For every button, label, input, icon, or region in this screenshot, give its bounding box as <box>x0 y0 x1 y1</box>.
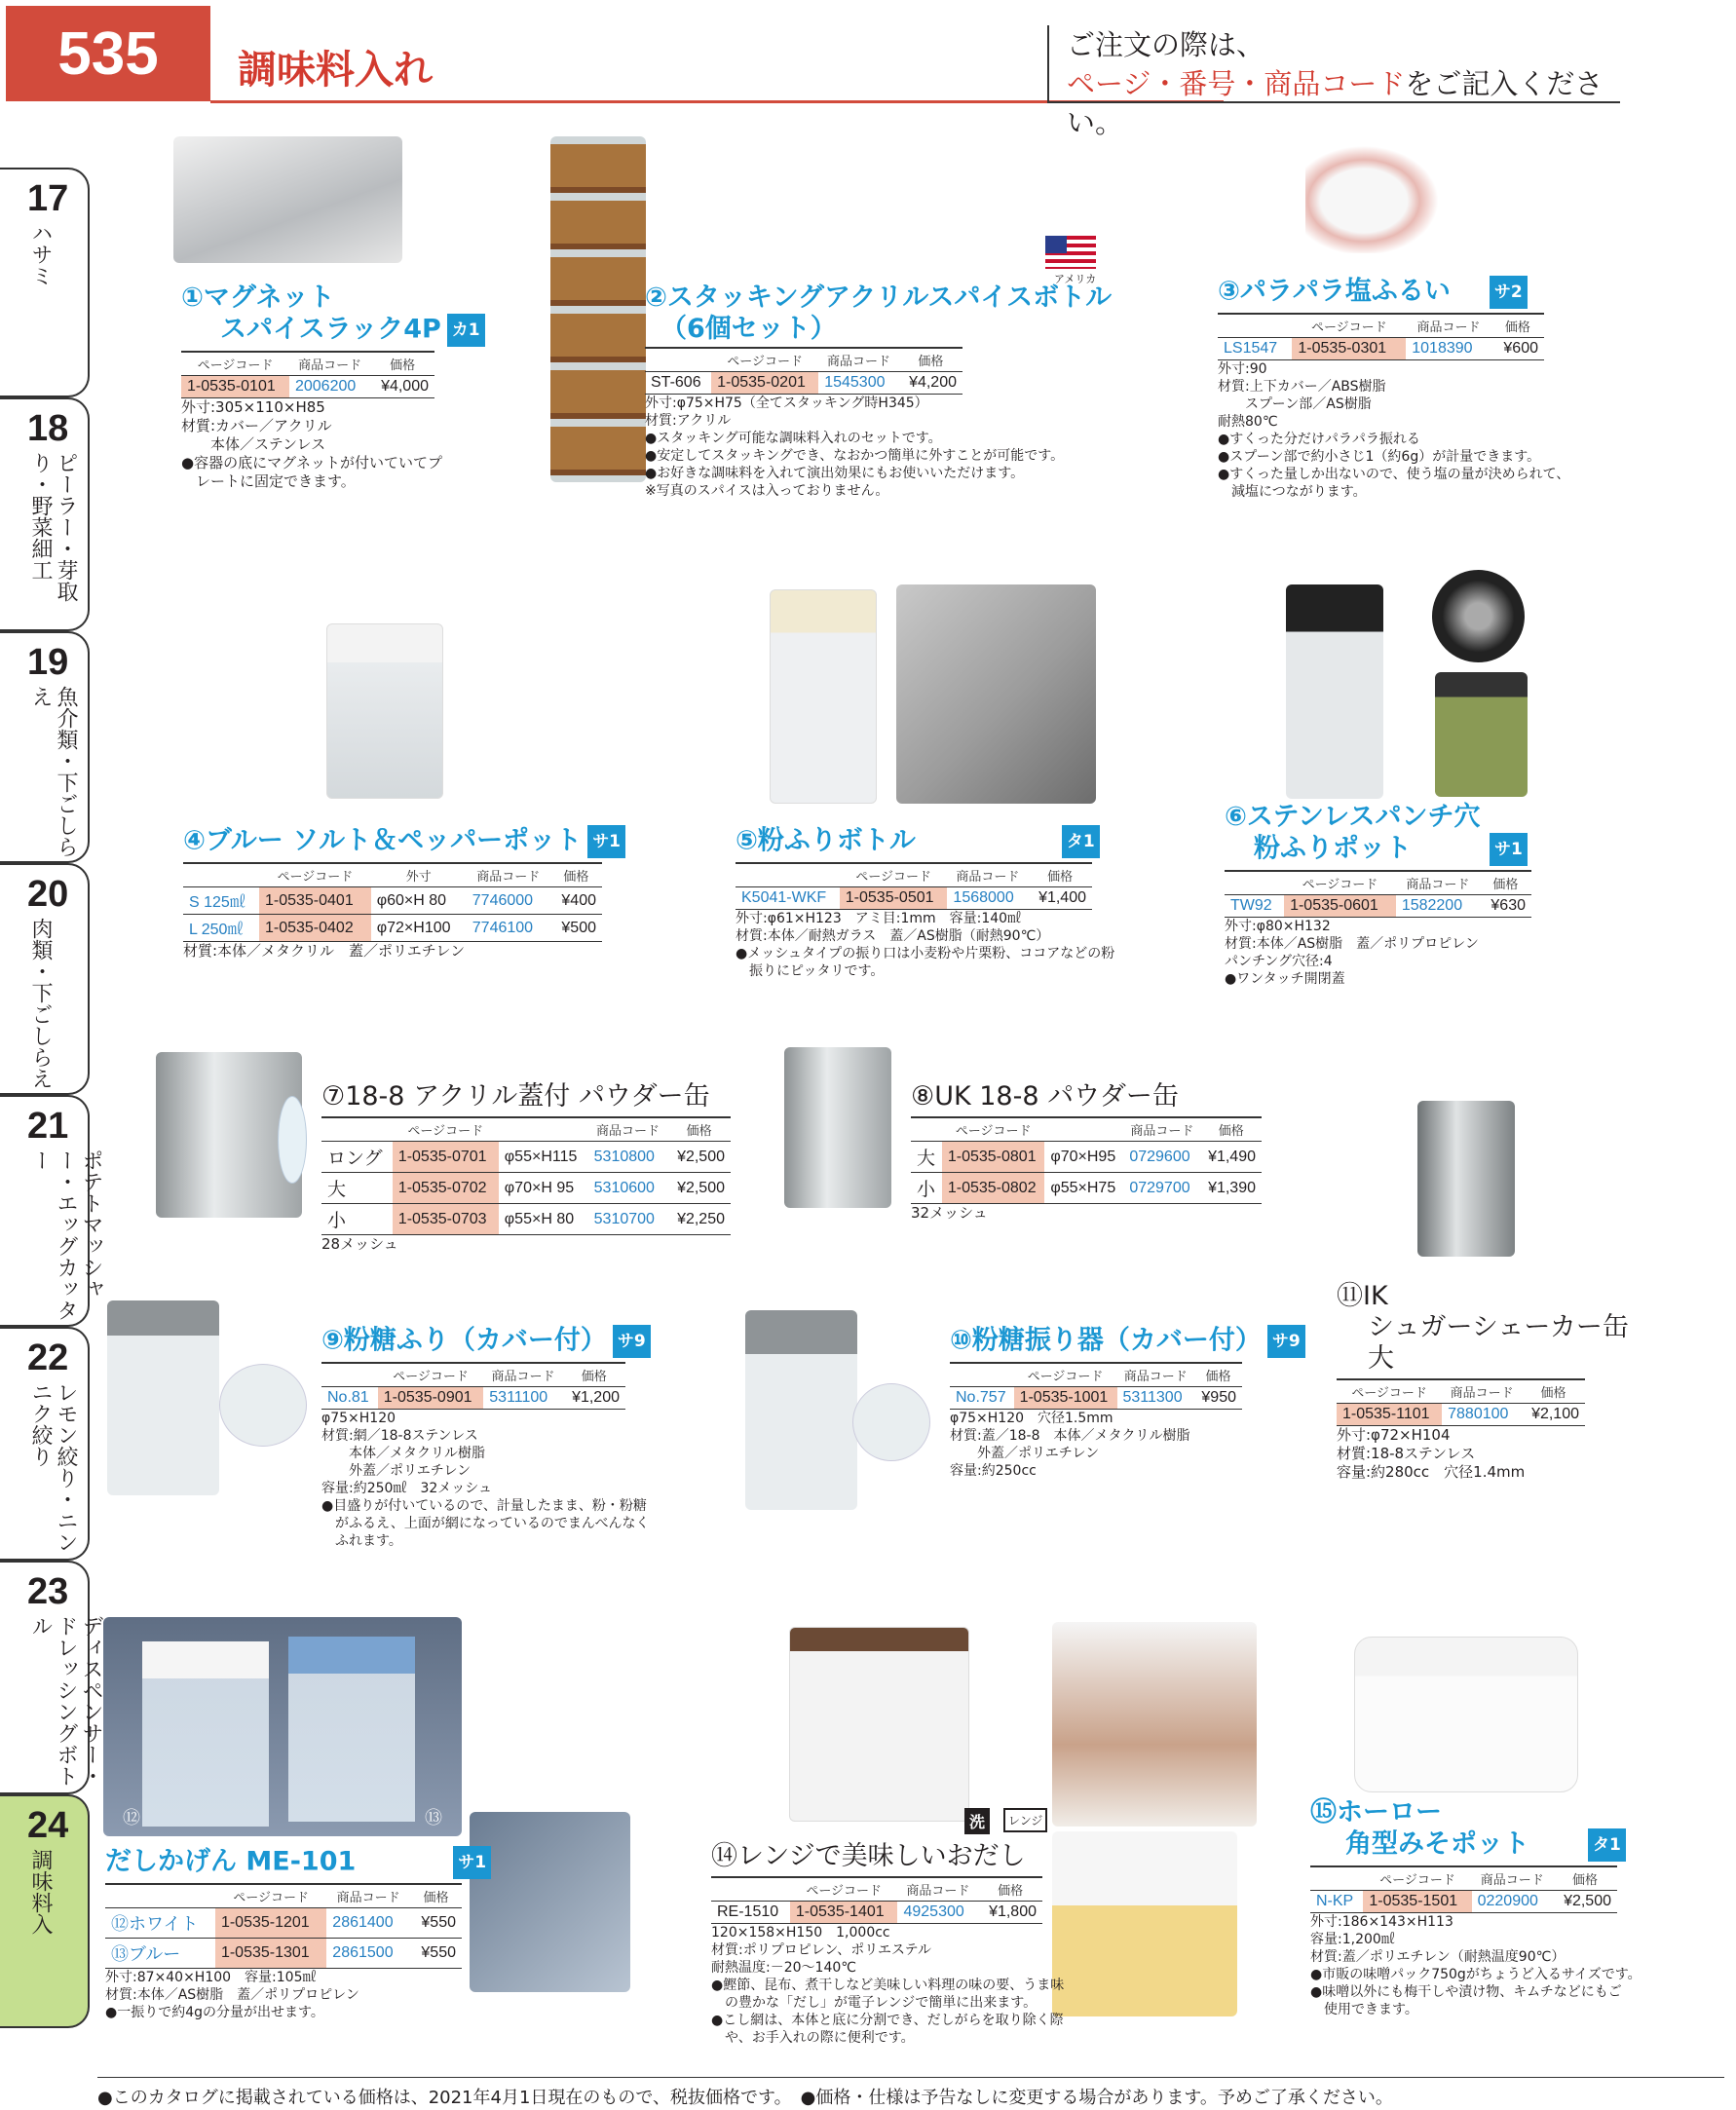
title-line3: 大 <box>1368 1343 1394 1374</box>
product-code: 7746000 <box>467 887 550 915</box>
product-title: ①マグネット <box>181 283 335 313</box>
page-code: 1-0535-1101 <box>1337 1404 1442 1426</box>
shaker-cover-photo <box>852 1383 930 1461</box>
product-title <box>183 825 625 858</box>
product-title <box>1218 276 1569 309</box>
product-code: 0220900 <box>1472 1891 1553 1913</box>
product-code: 1582200 <box>1396 895 1480 918</box>
dimension: φ55×H115 <box>499 1142 588 1173</box>
product-desc: 外寸:305×110×H85 材質:カバー／アクリル 本体／ステンレス ●容器の底にマグネットが付いていてプ レートに固定できます。 <box>181 398 442 490</box>
tab-22[interactable] <box>0 1327 90 1561</box>
product-10 <box>950 1325 1305 1480</box>
supplier-badge: カ1 <box>447 314 485 347</box>
product-title: ⑭レンジで美味しいおだし <box>711 1841 1026 1871</box>
col-code: 商品コード <box>1117 1363 1194 1387</box>
sugar-sifter-photo <box>107 1300 219 1495</box>
col-page: ページコード <box>215 1884 326 1908</box>
supplier-badge: サ1 <box>587 825 625 858</box>
supplier-badge: タ1 <box>1588 1828 1626 1862</box>
magnet-rack-photo <box>173 136 402 263</box>
title-line2: シュガーシェーカー缶 <box>1368 1312 1629 1342</box>
tab-num: 17 <box>27 178 69 219</box>
product-12 <box>105 1846 491 2021</box>
model: N-KP <box>1310 1891 1363 1913</box>
microwave-icon: レンジ <box>1003 1808 1047 1832</box>
table-row <box>1337 1404 1585 1426</box>
product-desc: 120×158×H150 1,000cc 材質:ポリプロピレン、ポリエステル 耐熱温度:－20～140℃ ●鰹節、昆布、煮干しなど美味しい料理の味の要、うま味 の豊かな「だし」が電子レンジで簡単に出来ます。 ●こし網は、本体と底に分割でき、だしがらを取り除く際 や、お手入れの際に便利です。 <box>711 1925 1065 2046</box>
tab-label: ディスペンサー・ドレッシングボトル <box>28 1615 103 1787</box>
price: ¥2,500 <box>667 1142 731 1173</box>
punch-open-photo <box>1435 672 1528 797</box>
supplier-badge: サ9 <box>1267 1325 1305 1358</box>
product-5 <box>736 825 1114 980</box>
flour-bottle-photo <box>770 589 877 804</box>
acrylic-lid-photo <box>278 1096 307 1184</box>
table-row <box>1310 1891 1617 1913</box>
punch-pot-photo <box>1286 584 1383 799</box>
size: S 125㎖ <box>183 887 259 915</box>
col-price: 価格 <box>550 863 602 887</box>
col-code: 商品コード <box>1396 871 1480 895</box>
page-code: 1-0535-0402 <box>259 915 371 942</box>
supplier-badge: サ1 <box>453 1846 491 1879</box>
price: ¥1,390 <box>1200 1173 1262 1204</box>
product-code: 2861500 <box>326 1939 410 1969</box>
price: ¥2,500 <box>1553 1891 1617 1913</box>
price-table <box>183 862 602 942</box>
page-number: 535 <box>6 6 210 101</box>
model: No.757 <box>950 1387 1014 1410</box>
page-code: 1-0535-0703 <box>393 1204 499 1235</box>
col-page: ページコード <box>378 1363 484 1387</box>
price: ¥400 <box>550 887 602 915</box>
price-table <box>1218 313 1544 360</box>
product-code: 1568000 <box>947 887 1028 910</box>
product-2 <box>645 283 1112 500</box>
product-title <box>181 314 485 347</box>
col-price: 価格 <box>899 348 962 372</box>
price: ¥550 <box>410 1939 462 1969</box>
tab-24[interactable] <box>0 1794 90 2028</box>
product-desc: 外寸:186×143×H113 容量:1,200㎖ 材質:蓋／ポリエチレン（耐熱温度90℃） ●市販の味噌パック750gがちょうど入るサイズです。 ●味噌以外にも梅干しや漬け物、キムチなどにもご 使用できます。 <box>1310 1914 1642 2017</box>
table-row <box>321 1204 731 1235</box>
page-code: 1-0535-0601 <box>1284 895 1396 918</box>
title-line2: スパイスラック4P <box>220 314 441 345</box>
col-code: 商品コード <box>1406 314 1491 338</box>
price-table <box>1337 1378 1585 1426</box>
title-text: ④ブルー ソルト＆ペッパーポット <box>183 825 583 856</box>
sugar-shaker-can-photo <box>1417 1101 1515 1257</box>
sugar-shaker-photo <box>745 1310 857 1510</box>
table-row <box>1225 895 1531 918</box>
col-code: 商品コード <box>1123 1117 1200 1142</box>
page-code: 1-0535-1201 <box>215 1908 326 1939</box>
table-row <box>321 1173 731 1204</box>
col-code: 商品コード <box>818 348 899 372</box>
price-table <box>321 1116 731 1235</box>
col-price: 価格 <box>563 1363 625 1387</box>
col-page: ページコード <box>711 348 818 372</box>
footer-note: ●このカタログに掲載されている価格は、2021年4月1日現在のもので、税抜価格です。 ●価格・仕様は予告なしに変更する場合があります。予めご了承ください。 <box>97 2077 1724 2109</box>
product-code: 2006200 <box>289 376 370 398</box>
title-line2 <box>1310 1828 1642 1862</box>
price-table <box>321 1362 625 1410</box>
usa-flag-icon <box>1045 236 1096 269</box>
col-page: ページコード <box>1284 871 1396 895</box>
price: ¥1,200 <box>563 1387 625 1410</box>
title-text: ⑤粉ふりボトル <box>736 825 916 856</box>
tab-num: 18 <box>27 408 69 449</box>
col-price: 価格 <box>1480 871 1531 895</box>
col-price: 価格 <box>1194 1363 1242 1387</box>
tab-label: 肉類・下ごしらえ <box>28 918 53 1089</box>
col-code: 商品コード <box>588 1117 668 1142</box>
table-row <box>911 1173 1262 1204</box>
col-price: 価格 <box>1491 314 1544 338</box>
size: 小 <box>911 1173 942 1204</box>
page-code: 1-0535-0501 <box>840 887 948 910</box>
model: TW92 <box>1225 895 1284 918</box>
col-page: ページコード <box>1292 314 1406 338</box>
product-9 <box>321 1325 651 1550</box>
title-text: 角型みそポット <box>1345 1828 1529 1860</box>
product-desc: 材質:本体／メタクリル 蓋／ポリエチレン <box>183 942 466 960</box>
page-code: 1-0535-1401 <box>790 1902 898 1924</box>
price: ¥600 <box>1491 338 1544 360</box>
price: ¥2,500 <box>667 1173 731 1204</box>
product-15 <box>1310 1797 1642 2018</box>
notice-line2 <box>1067 64 1620 142</box>
col-page: ページコード <box>1363 1866 1471 1891</box>
price-table <box>711 1876 1042 1924</box>
variant: ⑬ブルー <box>105 1939 215 1969</box>
product-code: 0729700 <box>1123 1173 1200 1204</box>
col-page: ページコード <box>840 863 948 887</box>
price: ¥2,100 <box>1522 1404 1585 1426</box>
tab-21[interactable] <box>0 1095 103 1327</box>
notice-tail: をご記入ください。 <box>1067 67 1604 139</box>
dimension: φ70×H95 <box>1044 1142 1123 1173</box>
tab-num: 20 <box>27 874 69 915</box>
tab-num: 24 <box>27 1805 69 1846</box>
price: ¥1,490 <box>1200 1142 1262 1173</box>
supplier-badge: タ1 <box>1062 825 1100 858</box>
supplier-badge: サ1 <box>1490 833 1528 866</box>
product-code: 2861400 <box>326 1908 410 1939</box>
photo-label: ⑬ <box>425 1808 442 1828</box>
sifter-cover-photo <box>219 1364 307 1447</box>
col-page: ページコード <box>393 1117 499 1142</box>
size: L 250㎖ <box>183 915 259 942</box>
dimension: φ55×H 80 <box>499 1204 588 1235</box>
product-title <box>736 825 1114 858</box>
dimension: φ70×H 95 <box>499 1173 588 1204</box>
tab-20[interactable] <box>0 863 90 1095</box>
size: 小 <box>321 1204 393 1235</box>
col-price: 価格 <box>667 1117 731 1142</box>
col-price: 価格 <box>978 1877 1042 1902</box>
spice-bottle-photo <box>550 136 646 482</box>
col-price: 価格 <box>410 1884 462 1908</box>
product-desc: 28メッシュ <box>321 1235 398 1253</box>
page-code: 1-0535-0701 <box>393 1142 499 1173</box>
table-row <box>645 372 962 395</box>
product-title: ⑮ホーロー <box>1310 1797 1442 1827</box>
page-code: 1-0535-0101 <box>181 376 289 398</box>
col-page: ページコード <box>181 352 289 376</box>
title-text: ③パラパラ塩ふるい <box>1218 276 1451 307</box>
col-page: ページコード <box>1014 1363 1117 1387</box>
product-code: 7746100 <box>467 915 550 942</box>
col-price: 価格 <box>1522 1379 1585 1404</box>
dimension: φ60×H 80 <box>371 887 467 915</box>
supplier-badge: サ9 <box>613 1325 651 1358</box>
product-title: ②スタッキングアクリルスパイスボトル <box>645 283 1113 313</box>
notice-red: ページ・番号・商品コード <box>1067 67 1406 100</box>
product-code: 7880100 <box>1442 1404 1522 1426</box>
product-6 <box>1225 802 1531 988</box>
size: 大 <box>911 1142 942 1173</box>
variant: ⑫ホワイト <box>105 1908 215 1939</box>
table-row <box>105 1939 462 1969</box>
product-desc: 外寸:φ72×H104 材質:18-8ステンレス 容量:約280cc 穴径1.4mm <box>1337 1426 1526 1481</box>
price-table <box>736 862 1092 910</box>
product-code: 1018390 <box>1406 338 1491 360</box>
tab-18[interactable] <box>0 397 90 631</box>
photo-label: ⑫ <box>123 1808 140 1828</box>
salt-spoon-photo <box>1305 136 1452 253</box>
dimension: φ72×H100 <box>371 915 467 942</box>
tab-label: 魚介類・下ごしらえ <box>28 686 78 857</box>
page-code: 1-0535-0401 <box>259 887 371 915</box>
col-code: 商品コード <box>467 863 550 887</box>
supplier-badge: サ2 <box>1490 276 1528 309</box>
tab-label: ハサミ <box>28 222 53 286</box>
product-desc: 外寸:φ80×H132 材質:本体／AS樹脂 蓋／ポリプロピレン パンチング穴径:4 ●ワンタッチ開閉蓋 <box>1225 919 1479 987</box>
page-code: 1-0535-0802 <box>942 1173 1045 1204</box>
price: ¥1,800 <box>978 1902 1042 1924</box>
product-11 <box>1337 1281 1629 1482</box>
product-code: 4925300 <box>897 1902 978 1924</box>
col-page: ページコード <box>942 1117 1045 1142</box>
washable-icon: 洗 <box>964 1808 990 1834</box>
price: ¥630 <box>1480 895 1531 918</box>
tab-num: 22 <box>27 1338 69 1378</box>
price: ¥4,200 <box>899 372 962 395</box>
col-code: 商品コード <box>1472 1866 1553 1891</box>
product-3 <box>1218 276 1569 501</box>
model: No.81 <box>321 1387 378 1410</box>
page-code: 1-0535-1301 <box>215 1939 326 1969</box>
title-text: だしかげん ME-101 <box>105 1846 357 1877</box>
table-row <box>181 376 434 398</box>
notice-line1: ご注文の際は、 <box>1067 28 1265 61</box>
price-table <box>1310 1865 1617 1913</box>
model: ST-606 <box>645 372 711 395</box>
product-desc: φ75×H120 材質:網／18-8ステンレス 本体／メタクリル樹脂 外蓋／ポリエチレン 容量:約250㎖ 32メッシュ ●目盛りが付いているので、計量したまま、粉・粉糖 がふるえ、上面が網になっているのでまんべんなく ふれます。 <box>321 1411 650 1549</box>
col-size: 外寸 <box>371 863 467 887</box>
table-row <box>911 1142 1262 1173</box>
col-price: 価格 <box>370 352 434 376</box>
table-row <box>183 915 602 942</box>
product-desc: 32メッシュ <box>911 1204 988 1222</box>
product-14 <box>711 1841 1064 2047</box>
product-desc: 外寸:90 材質:上下カバー／ABS樹脂 スプーン部／AS樹脂 耐熱80℃ ●すくった分だけパラパラ振れる ●スプーン部で約小さじ1（約6g）が計量できます。 ●すくった量しか出ないので、使う塩の量が決められて、 減塩につながります。 <box>1218 361 1570 500</box>
price: ¥500 <box>550 915 602 942</box>
model: LS1547 <box>1218 338 1292 360</box>
price-table <box>911 1116 1262 1204</box>
dashikagen-photo <box>103 1617 462 1836</box>
page-code: 1-0535-0801 <box>942 1142 1045 1173</box>
price-table <box>1225 870 1531 918</box>
col-page: ページコード <box>790 1877 898 1902</box>
product-1 <box>181 283 485 491</box>
dashikagen-hand-photo <box>470 1812 630 1992</box>
col-page: ページコード <box>259 863 371 887</box>
tab-label: 調味料入 <box>28 1849 53 1935</box>
price: ¥950 <box>1194 1387 1242 1410</box>
product-title: ⑥ステンレスパンチ穴 <box>1225 802 1481 832</box>
table-row <box>1218 338 1544 360</box>
table-row <box>321 1387 625 1410</box>
title-text: ⑨粉糖ふり（カバー付） <box>321 1325 607 1356</box>
price-table <box>645 347 962 395</box>
page-code: 1-0535-0301 <box>1292 338 1406 360</box>
price: ¥2,250 <box>667 1204 731 1235</box>
product-title: ⑧UK 18-8 パウダー缶 <box>911 1081 1179 1112</box>
product-desc: 外寸:φ75×H75（全てスタッキング時H345） 材質:アクリル ●スタッキング可能な調味料入れのセットです。 ●安定してスタッキングでき、なおかつ簡単に外すことが可能です。 ●お好きな調味料を入れて演出効果にもお使いいただけます。 ※写真のスパイスは入っておりません。 <box>645 396 1065 499</box>
title-line2 <box>1225 833 1531 866</box>
product-code: 5310700 <box>588 1204 668 1235</box>
range-dashi-jug-photo <box>789 1627 969 1822</box>
flag-caption: アメリカ <box>1054 273 1097 285</box>
product-desc: 外寸:87×40×H100 容量:105㎖ 材質:本体／AS樹脂 蓋／ポリプロピレン ●一振りで約4gの分量が出せます。 <box>105 1970 359 2020</box>
product-code: 1545300 <box>818 372 899 395</box>
col-code: 商品コード <box>289 352 370 376</box>
product-title: ⑪IK <box>1337 1281 1388 1311</box>
product-title: ⑦18-8 アクリル蓋付 パウダー缶 <box>321 1081 710 1112</box>
flour-bottle-use-photo <box>896 584 1096 804</box>
price: ¥1,400 <box>1028 887 1092 910</box>
tab-23[interactable] <box>0 1561 103 1794</box>
page-code: 1-0535-0901 <box>378 1387 484 1410</box>
table-row <box>736 887 1092 910</box>
model: K5041-WKF <box>736 887 840 910</box>
dashi-strainer-photo <box>1052 1622 1257 1827</box>
price-table <box>105 1883 462 1969</box>
tab-num: 21 <box>27 1106 69 1147</box>
tab-19[interactable] <box>0 631 90 863</box>
price: ¥4,000 <box>370 376 434 398</box>
tab-17[interactable] <box>0 168 90 397</box>
size: ロング <box>321 1142 393 1173</box>
col-code: 商品コード <box>1442 1379 1522 1404</box>
table-row <box>711 1902 1042 1924</box>
price-table <box>950 1362 1242 1410</box>
product-4 <box>183 825 625 961</box>
col-price: 価格 <box>1200 1117 1262 1142</box>
product-title <box>105 1846 491 1879</box>
product-code: 5311300 <box>1117 1387 1194 1410</box>
miso-pot-photo <box>1354 1637 1578 1792</box>
product-code: 5310600 <box>588 1173 668 1204</box>
dashi-result-photo <box>1052 1831 1237 2016</box>
price: ¥550 <box>410 1908 462 1939</box>
product-code: 5311100 <box>483 1387 562 1410</box>
page-code: 1-0535-1501 <box>1363 1891 1471 1913</box>
salt-pepper-pot-photo <box>326 623 443 799</box>
col-code: 商品コード <box>947 863 1028 887</box>
page-title: 調味料入れ <box>238 48 433 93</box>
title-text: 粉ふりポット <box>1254 833 1412 864</box>
price-table <box>181 351 434 398</box>
tab-label: ポテトマッシャー・エッグカッター <box>28 1149 103 1321</box>
title-line2: （6個セット） <box>660 314 837 344</box>
col-code: 商品コード <box>897 1877 978 1902</box>
product-8 <box>911 1081 1262 1223</box>
table-row <box>950 1387 1242 1410</box>
page-code: 1-0535-0702 <box>393 1173 499 1204</box>
order-notice <box>1047 25 1620 139</box>
page-code: 1-0535-1001 <box>1014 1387 1117 1410</box>
product-code: 0729600 <box>1123 1142 1200 1173</box>
product-desc: 外寸:φ61×H123 アミ目:1mm 容量:140㎖ 材質:本体／耐熱ガラス 蓋／AS樹脂（耐熱90℃） ●メッシュタイプの振り口は小麦粉や片栗粉、ココアなどの粉 振りにピッタリです。 <box>736 911 1115 979</box>
tab-label: レモン絞り・ニンニク絞り <box>28 1381 78 1553</box>
table-row <box>321 1142 731 1173</box>
col-price: 価格 <box>1028 863 1092 887</box>
tab-num: 19 <box>27 642 69 683</box>
product-7 <box>321 1081 731 1254</box>
product-code: 5310800 <box>588 1142 668 1173</box>
tab-num: 23 <box>27 1571 69 1612</box>
size: 大 <box>321 1173 393 1204</box>
uk-powder-can-photo <box>784 1047 891 1208</box>
table-row <box>105 1908 462 1939</box>
page-code: 1-0535-0201 <box>711 372 818 395</box>
product-title <box>321 1325 651 1358</box>
col-page: ページコード <box>1337 1379 1442 1404</box>
table-row <box>183 887 602 915</box>
model: RE-1510 <box>711 1902 790 1924</box>
col-price: 価格 <box>1553 1866 1617 1891</box>
col-code: 商品コード <box>326 1884 410 1908</box>
product-title <box>950 1325 1305 1358</box>
dimension: φ55×H75 <box>1044 1173 1123 1204</box>
col-code: 商品コード <box>483 1363 562 1387</box>
title-text: ⑩粉糖振り器（カバー付） <box>950 1325 1262 1356</box>
punch-lid-photo <box>1432 570 1525 662</box>
tab-label: ピーラー・芽取り・野菜細工 <box>28 452 78 602</box>
product-desc: φ75×H120 穴径1.5mm 材質:蓋／18-8 本体／メタクリル樹脂 外蓋／ポリエチレン 容量:約250cc <box>950 1411 1190 1479</box>
